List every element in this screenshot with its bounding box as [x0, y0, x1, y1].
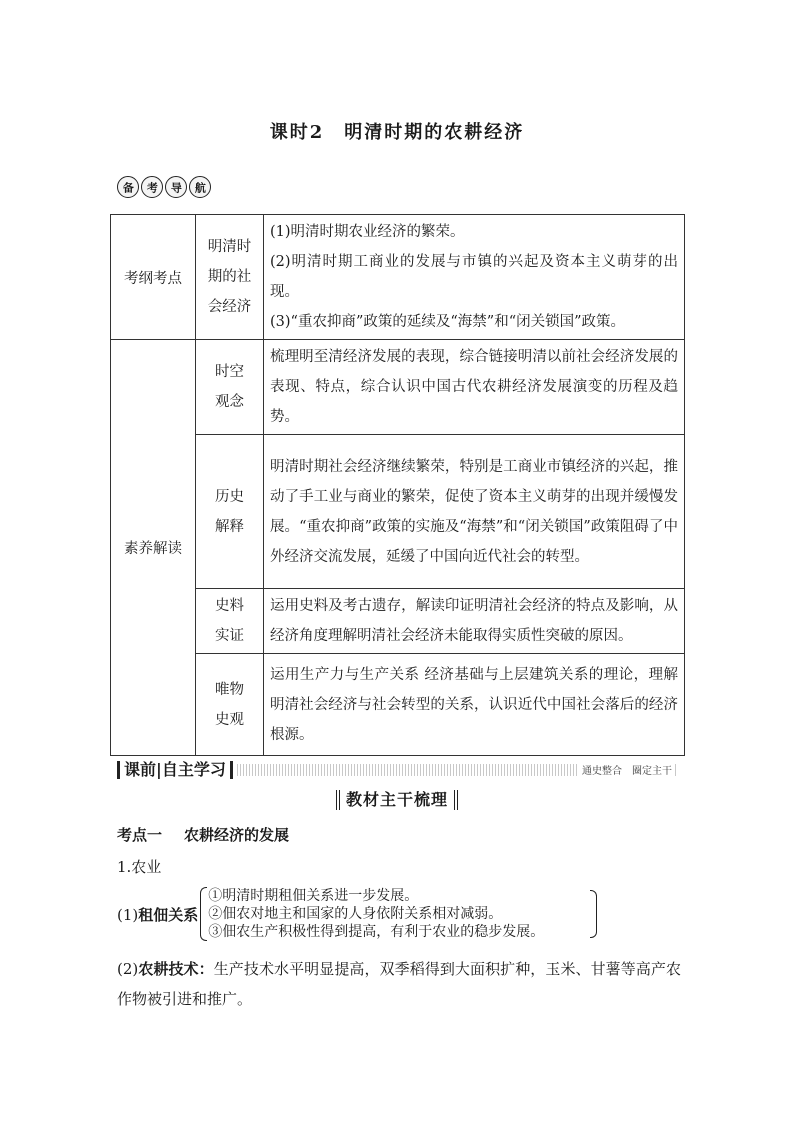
literacy-sub-line: 解释 — [215, 518, 244, 535]
right-brace-icon — [590, 890, 597, 938]
literacy-text-cell: 梳理明至清经济发展的表现，综合链接明清以前社会经济发展的表现、特点，综合认识中国古代农耕经济发展演变的历程及趋势。 — [264, 340, 685, 435]
literacy-text-cell: 运用生产力与生产关系 经济基础与上层建筑关系的理论，理解明清社会经济与社会转型的关系，认识近代中国社会落后的经济根源。 — [264, 654, 685, 756]
section-banner — [117, 760, 677, 780]
literacy-sub-line: 历史 — [215, 488, 244, 505]
literacy-sub-cell — [196, 435, 264, 589]
exam-sub-line: 会经济 — [207, 299, 252, 315]
left-brace-icon — [200, 887, 207, 941]
exam-label: 考纲考点 — [124, 270, 182, 287]
farming-tech-paragraph — [117, 954, 681, 1014]
tenancy-item: ①明清时期租佃关系进一步发展。 — [208, 888, 419, 904]
literacy-sub-cell — [196, 589, 264, 654]
subheading-text: 教材主干梳理 — [336, 790, 458, 810]
exam-guide-table — [110, 214, 685, 756]
badge-char — [136, 171, 167, 202]
tech-text: 生产技术水平明显提高，双季稻得到大面积扩种，玉米、甘薯等高产农作物被引进和推广。 — [117, 960, 681, 1008]
literacy-sub-line: 时空 — [215, 364, 244, 380]
literacy-sub-cell — [196, 654, 264, 756]
tech-colon: ： — [198, 960, 214, 978]
tech-label: 农耕技术 — [138, 960, 199, 978]
literacy-text-cell: 运用史料及考古遗存，解读印证明清社会经济的特点及影响，从经济角度理解明清社会经济未能取得实质性突破的原因。 — [264, 589, 685, 654]
table-row — [111, 340, 685, 435]
badge-char — [184, 171, 215, 202]
tech-prefix: (2) — [117, 960, 139, 978]
keypoint-number: 考点一 — [117, 826, 163, 844]
tenancy-label — [117, 904, 198, 925]
tenancy-prefix: (1) — [117, 905, 139, 924]
literacy-sub-line: 实证 — [215, 628, 244, 644]
exam-label-cell — [111, 215, 196, 340]
lesson-title: 课时2 明清时期的农耕经济 — [269, 122, 525, 143]
literacy-sub-line: 史料 — [215, 598, 244, 614]
exam-sub-cell — [196, 215, 264, 340]
badge-char — [112, 171, 143, 202]
section-heading: 1.农业 — [117, 858, 162, 876]
table-row — [111, 435, 685, 589]
literacy-label-cell — [111, 340, 196, 756]
exam-item: (2)明清时期工商业的发展与市镇的兴起及资本主义萌芽的出现。 — [270, 254, 678, 300]
badge-char-text: 备 — [122, 181, 134, 194]
literacy-sub-line: 唯物 — [215, 681, 244, 698]
keypoint-heading — [117, 824, 289, 845]
table-row — [111, 215, 685, 340]
literacy-sub-cell — [196, 340, 264, 435]
exam-sub-line: 期的社 — [207, 269, 252, 285]
exam-items-cell — [264, 215, 685, 340]
badge-char-text: 航 — [194, 181, 206, 194]
banner-tag: 课前|自主学习 — [117, 761, 233, 779]
tenancy-item: ③佃农生产积极性得到提高，有利于农业的稳步发展。 — [208, 924, 545, 940]
tenancy-label-text: 租佃关系 — [138, 905, 199, 924]
tenancy-items — [208, 887, 544, 941]
literacy-sub-line: 史观 — [215, 711, 244, 728]
badge-char-text: 考 — [146, 181, 158, 194]
banner-note: 通史整合 圈定主干 — [579, 762, 675, 777]
table-row — [111, 654, 685, 756]
literacy-sub-line: 观念 — [215, 394, 244, 410]
table-row — [111, 589, 685, 654]
exam-item: (3)“重农抑商”政策的延续及“海禁”和“闭关锁国”政策。 — [270, 314, 626, 330]
badge-char — [160, 171, 191, 202]
banner-stripe — [237, 764, 677, 776]
section-subheading — [0, 790, 794, 810]
exam-item: (1)明清时期农业经济的繁荣。 — [270, 224, 465, 240]
keypoint-title: 农耕经济的发展 — [184, 826, 290, 844]
badge-char-text: 导 — [170, 181, 182, 194]
tenancy-relations-block — [117, 884, 544, 944]
exam-guide-badge — [117, 176, 211, 198]
exam-sub-line: 明清时 — [207, 239, 252, 255]
literacy-text-cell: 明清时期社会经济继续繁荣，特别是工商业市镇经济的兴起，推动了手工业与商业的繁荣，促使了资本主义萌芽的出现并缓慢发展。“重农抑商”政策的实施及“海禁”和“闭关锁国”政策阻碍了中外经济交流发展，延缓了中国向近代社会的转型。 — [264, 435, 685, 589]
literacy-label: 素养解读 — [124, 541, 182, 557]
tenancy-item: ②佃农对地主和国家的人身依附关系相对减弱。 — [208, 906, 503, 922]
